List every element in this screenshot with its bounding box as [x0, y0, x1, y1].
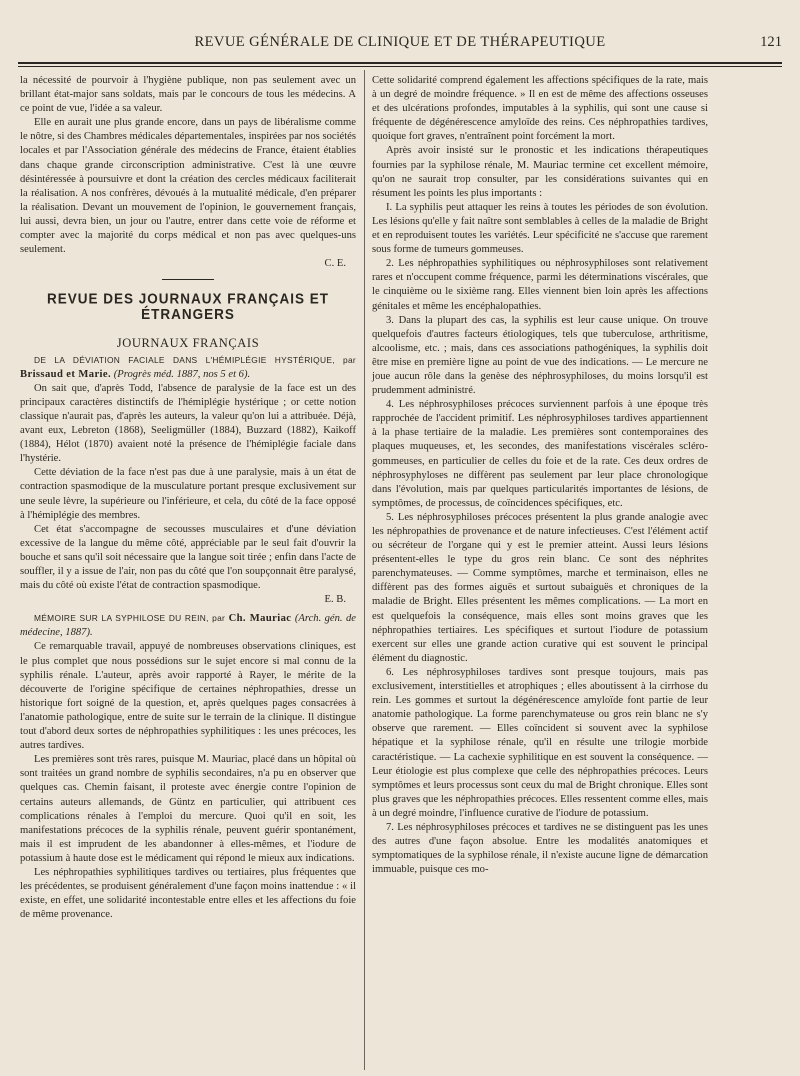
article-heading: [20, 353, 356, 382]
running-header: [18, 34, 782, 62]
signature: [20, 257, 356, 271]
signature: [20, 593, 356, 607]
paragraph: 4. Les néphrosyphiloses précoces surviennent parfois à une époque très rapprochée de l'accident primitif. Les néphrosyphiloses tardives appartiennent à la phase tertiaire de la maladie. Les premières sont contemporaines des plaques muqueuses, et, les secondes, des manifestations viscérales scléro-gommeuses, en particulier de celles du foie et de la rate. Ces deux ordres de néphrosyphyloses ne diffèrent pas seulement par leur place chronologique dans l'évolution, mais par quelques particularités importantes de lésions, de symptômes, de processus, de coïncidences spécifiques, etc.: [372, 399, 708, 509]
article-title: MÉMOIRE SUR LA SYPHILOSE DU REIN, par: [34, 613, 226, 624]
header-rule-thin: [18, 66, 782, 67]
left-column: [20, 74, 356, 922]
paragraph: 2. Les néphropathies syphilitiques ou néphrosyphiloses sont relativement rares et n'occupent comme fréquence, parmi les déterminations viscérales, que le cinquième ou le sixième rang. Elles viennent bien loin après les affections génitales et même les encéphalopathies.: [372, 258, 708, 312]
article-heading: [20, 611, 356, 640]
paragraph: Les néphropathies syphilitiques tardives ou tertiaires, plus fréquentes que les précédentes, se produisent généralement d'une façon moins inattendue : « il existe, en effet, une solidarité incontestable entre elles et les affections du foie de même provenance.: [20, 866, 356, 921]
paragraph: I. La syphilis peut attaquer les reins à toutes les périodes de son évolution. Les lésions qu'elle y fait naître sont semblables à celles de la maladie de Bright et en reproduisent toutes les variétés. Leur spécificité ne s'accuse que rarement sous forme de tumeurs gommeuses.: [372, 201, 708, 256]
paragraph: Cette solidarité comprend également les affections spécifiques de la rate, mais à un degré de moindre fréquence. » Il en est de même des affections osseuses et des ulcérations profondes, imputables à la syphilis, qui sont une cause si fréquente de dégénérescence amyloïde des reins. Ces néphropathies tardives, quoique fort graves, n'entraînent point forcément la mort.: [372, 75, 708, 143]
article-source: (Progrès méd. 1887, nos 5 et 6).: [113, 368, 251, 380]
paragraph: On sait que, d'après Todd, l'absence de paralysie de la face est un des principaux caractères distinctifs de l'hémiplégie hystérique ; or cette notion classique n'aurait pas, d'après les auteurs, la valeur qu'on lui a attribuée. Déjà, avant eux, Lebreton (1868), Seeligmüller (1884), Buzzard (1882), Kaikoff (1884), Hélot (1870) avaient noté la présence de l'hémiplégie faciale dans l'hystérie.: [20, 382, 356, 465]
paragraph: Après avoir insisté sur le pronostic et les indications thérapeutiques fournies par la syphilose rénale, M. Mauriac termine cet excellent mémoire, qu'on ne saurait trop consulter, par les considérations suivantes qui en résument les points les plus importants :: [372, 145, 708, 199]
paragraph: 3. Dans la plupart des cas, la syphilis est leur cause unique. On trouve quelquefois d'autres facteurs étiologiques, tels que tuberculose, arthritisme, alcoolisme, etc. ; mais, dans ces associations pathogéniques, la syphilis doit être mise en première ligne au point de vue des indications. — Le mercure ne joue aucun rôle dans la genèse des néphrosyphiloses, du moins lorsqu'il est prudemment administré.: [372, 314, 708, 397]
article-title: DE LA DÉVIATION FACIALE DANS L'HÉMIPLÉGIE HYSTÉRIQUE, par: [34, 354, 356, 365]
page-number: 121: [760, 34, 782, 50]
paragraph: la nécessité de pourvoir à l'hygiène publique, non pas seulement avec un brillant état-major sans soldats, mais par le concours de tous les médecins. A ce point de vue, l'idée a sa valeur.: [20, 75, 356, 115]
article-authors: Brissaud et Marie.: [20, 368, 112, 380]
article-source: (Arch. gén. de médecine, 1887).: [20, 613, 356, 639]
right-column: [372, 74, 708, 877]
paragraph: 5. Les néphrosyphiloses précoces présentent la plus grande analogie avec les néphropathies de provenance et de nature infectieuses. C'est l'élément actif ou sécréteur de l'organe qui y est le premier atteint. Aussi leurs lésions présentent-elles le type du gros rein blanc. Ce sont des néphrites parenchymateuses. — Comme symptômes, marche et terminaison, elles ne diffèrent pas des formes aiguës et surtout subaiguës et chroniques de la maladie de Bright. Elles présentent les mêmes complications. — La mort en est quelquefois la conséquence, mais elles sont moins graves que les néphropathies tertiaires. Les spécifiques et surtout l'iodure de potassium exercent sur elles une grande action curative qui est souvent le principal élément du diagnostic.: [372, 511, 708, 664]
paragraph: Elle en aurait une plus grande encore, dans un pays de libéralisme comme le nôtre, si des Chambres médicales départementales, inspirées par nos sociétés locales et par l'Association générale des médecins de France, étaient établies dans chaque grande circonscription administrative. C'est là une œuvre désintéressée à poursuivre et dont la création des cercles médicaux faciliterait la réalisation. A nos confrères, dévoués à la mutualité médicale, d'en préparer la réalisation. Devant un mouvement de l'opinion, le gouvernement français, lui aussi, devra bien, un jour ou l'autre, entrer dans cette voie de réforme et compter avec la majorité du corps médical et non pas avec quelques-uns seulement.: [20, 117, 356, 256]
header-rule-thick: [18, 62, 782, 64]
journal-title: REVUE GÉNÉRALE DE CLINIQUE ET DE THÉRAPEUTIQUE: [194, 34, 606, 50]
signature-text: C. E.: [324, 258, 346, 270]
subsection-title: JOURNAUX FRANÇAIS: [116, 335, 260, 350]
section-title: REVUE DES JOURNAUX FRANÇAIS ET ÉTRANGERS: [46, 290, 330, 323]
article-authors: Ch. Mauriac: [228, 613, 292, 625]
paragraph: Les premières sont très rares, puisque M. Mauriac, placé dans un hôpital où sont traitées un grand nombre de syphilis secondaires, n'a pu en observer que quelques cas. Chemin faisant, il proteste avec énergie contre l'opinion de certains auteurs allemands, de Güntz en particulier, qui attribuent ces complications rénales à l'emploi du mercure. Quoi qu'il en soit, les manifestations précoces de la syphilis rénale, peuvent guérir spontanément, mais il est imprudent de les abandonner à elles-mêmes, et l'iodure de potassium à haute dose est le médicament qui répond le mieux aux indications.: [20, 754, 356, 864]
paragraph: Ce remarquable travail, appuyé de nombreuses observations cliniques, est le plus complet que nous possédions sur le sujet encore si mal connu de la syphilis rénale. L'auteur, après avoir rapporté à Rayer, le mérite de la découverte de l'origine spécifique de certaines néphropathies, dresse un historique fort soigné de la question, et, après quelques pages consacrées à l'anatomie pathologique, entre de suite sur le terrain de la clinique. Il distingue tout d'abord deux sortes de néphropathies syphilitiques : les unes précoces, les autres tardives.: [20, 641, 356, 752]
paragraph: 7. Les néphrosyphiloses précoces et tardives ne se distinguent pas les unes des autres d'une façon absolue. Entre les modalités anatomiques et symptomatiques de la syphilose rénale, il n'existe aucune ligne de démarcation immuable, puisque ces mo-: [372, 821, 708, 876]
column-divider: [364, 70, 365, 1070]
paragraph: 6. Les néphrosyphiloses tardives sont presque toujours, mais pas exclusivement, interstitielles et atrophiques ; elles aboutissent à la cirrhose du rein. Les gommes et surtout la dégénérescence amyloïde font partie de leur anatomie pathologique. La forme parenchymateuse ou gros rein blanc ne s'y observe que rarement. — Elles coïncident si souvent avec la syphilose hépatique et la syphilose rénale, qu'il en résulte une trilogie morbide caractéristique. — La cachexie syphilitique en est souvent la conséquence. — Leur étiologie est plus complexe que celle des néphropathies précoces. Leurs symptômes et leurs processus sont ceux du mal de Bright chronique. Elles sont plus graves que les néphropathies précoces. Elles ressentent comme elles, mais à un degré moindre, l'influence curative de l'iodure de potassium.: [372, 666, 708, 819]
paragraph: Cette déviation de la face n'est pas due à une paralysie, mais à un état de contraction spasmodique de la musculature portant presque exclusivement sur une seule lèvre, la supérieure ou l'inférieure, et cela, du côté de la face opposé à l'hémiplégie des membres.: [20, 467, 356, 521]
signature-text: E. B.: [324, 594, 346, 606]
paragraph: Cet état s'accompagne de secousses musculaires et d'une déviation excessive de la langue du même côté, appréciable par le seul fait d'ouvrir la bouche et sans qu'il soit nécessaire que la langue soit tirée ; enfin dans l'acte de souffler, il y a issue de l'air, non pas du côté que l'on soupçonnait être paralysé, mais du côté où existe l'état de contraction spasmodique.: [20, 523, 356, 592]
ornament-divider: [20, 271, 356, 285]
